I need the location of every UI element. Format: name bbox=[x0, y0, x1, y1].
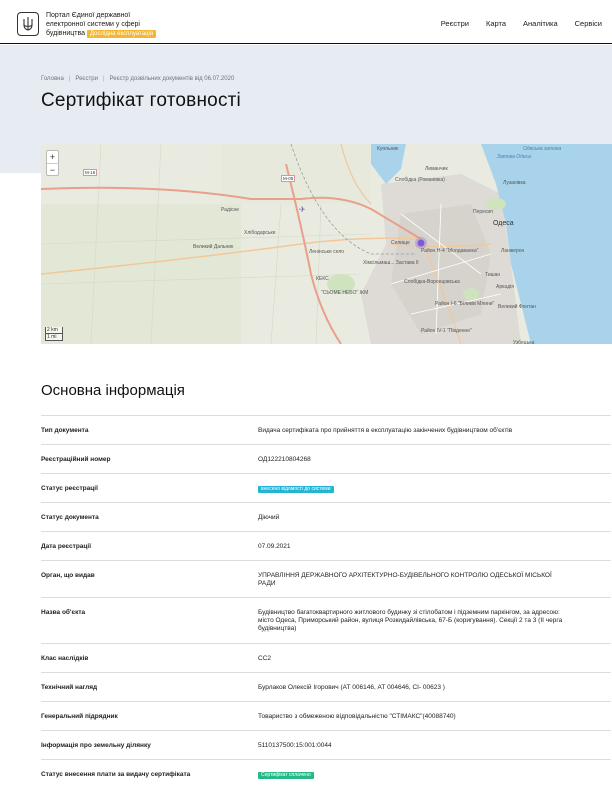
page-title: Сертифікат готовності bbox=[41, 90, 241, 111]
map-label: "СЬОМЕ НЕБО" ЖМ bbox=[321, 290, 369, 296]
payment-status-badge: Сертифікат сплачено bbox=[258, 772, 314, 779]
svg-text:✈: ✈ bbox=[299, 205, 306, 214]
section-title: Основна інформація bbox=[41, 382, 185, 399]
nav-services[interactable]: Сервіси bbox=[574, 19, 602, 28]
location-map[interactable] bbox=[41, 144, 612, 344]
map-label: КЕКС bbox=[316, 276, 329, 282]
row-label: Інформація про земельну ділянку bbox=[41, 742, 151, 749]
row-label: Назва об'єкта bbox=[41, 609, 86, 616]
info-row bbox=[41, 502, 611, 531]
map-label: Лиманчик bbox=[425, 166, 448, 172]
row-label: Технічний нагляд bbox=[41, 684, 98, 691]
row-value: Діючий bbox=[258, 514, 280, 521]
nav-analytics[interactable]: Аналітика bbox=[523, 19, 558, 28]
trident-logo-icon[interactable] bbox=[17, 12, 39, 36]
map-label: Лузанівка bbox=[503, 180, 526, 186]
scale-km: 2 km bbox=[45, 327, 63, 334]
brand-title[interactable] bbox=[46, 11, 176, 38]
info-row bbox=[41, 672, 611, 701]
nav-map[interactable]: Карта bbox=[485, 19, 507, 28]
map-label: Одеса bbox=[493, 220, 514, 227]
breadcrumb-registries[interactable]: Реєстри bbox=[75, 76, 98, 82]
row-value: 5110137500:15:001:0044 bbox=[258, 742, 332, 749]
status-badge: внесено відомості до системи bbox=[258, 486, 334, 493]
info-row bbox=[41, 560, 611, 597]
row-value: УПРАВЛІННЯ ДЕРЖАВНОГО АРХІТЕКТУРНО-БУДІВЕЛЬНОГО КОНТРОЛЮ ОДЕСЬКОЇ МІСЬКОЇ РАДИ bbox=[258, 572, 552, 587]
row-label: Тип документа bbox=[41, 427, 89, 434]
row-value: Будівництво багатоквартирного житлового будинку зі стілобатом і підземним паркінгом, за адресою: місто Одеса, Приморський район, вулиця Розкидайлівська, 67-Б (коригування). Секції 2 та 3 (ІІ черга будівництва) bbox=[258, 609, 563, 632]
map-label: Одеська затока bbox=[523, 146, 562, 152]
map-scale bbox=[45, 327, 63, 341]
map-label: Слобідка (Романівка) bbox=[395, 177, 445, 183]
row-label: Реєстраційний номер bbox=[41, 456, 111, 463]
row-label: Орган, що видав bbox=[41, 572, 95, 579]
info-row bbox=[41, 759, 611, 788]
map-label: Великий Фонтан bbox=[498, 304, 536, 310]
breadcrumb-current[interactable]: Реєстр дозвільних документів від 06.07.2020 bbox=[109, 76, 235, 82]
breadcrumb-separator: | bbox=[68, 76, 71, 82]
nav-registries[interactable]: Реєстри bbox=[440, 19, 469, 28]
scale-mi: 1 mi bbox=[45, 334, 63, 341]
row-label: Дата реєстрації bbox=[41, 543, 92, 550]
zoom-control bbox=[46, 150, 59, 176]
map-label: Тишан bbox=[485, 272, 501, 278]
map-label: Слобідка-Воронцовська bbox=[404, 279, 460, 285]
info-row bbox=[41, 730, 611, 759]
road-badge: M-05 bbox=[283, 176, 294, 181]
info-row bbox=[41, 444, 611, 473]
row-label: Клас наслідків bbox=[41, 655, 89, 662]
map-canvas bbox=[41, 144, 612, 344]
breadcrumb-home[interactable]: Головна bbox=[41, 76, 64, 82]
map-label: Великий Дальник bbox=[193, 244, 234, 250]
map-label: Куяльник bbox=[377, 146, 399, 152]
zoom-in-button[interactable]: + bbox=[49, 152, 56, 162]
info-row bbox=[41, 531, 611, 560]
map-label: Затока Одеса bbox=[497, 154, 531, 160]
brand-line-1: Портал Єдиної державної bbox=[46, 12, 131, 19]
row-label: Статус реєстрації bbox=[41, 485, 98, 492]
map-label: Район І-6 "Біликів Млини" bbox=[435, 301, 495, 307]
info-row bbox=[41, 643, 611, 672]
map-label: Узбецька bbox=[513, 340, 535, 344]
map-label: Хімсільмаш... Застава ІІ bbox=[363, 260, 419, 266]
row-value: Товариство з обмеженою відповідальністю "СТІМАКС"(40088740) bbox=[258, 713, 456, 720]
row-label: Статус документа bbox=[41, 514, 99, 521]
main-nav bbox=[441, 19, 602, 28]
row-label: Статус внесення плати за видачу сертифіката bbox=[41, 771, 191, 778]
map-label: Пересип bbox=[473, 209, 493, 215]
map-label: Аркадія bbox=[496, 284, 514, 290]
map-label: Селище bbox=[391, 240, 410, 246]
brand-line-2: електронної системи у сфері bbox=[46, 21, 140, 28]
brand-line-3: будівництва bbox=[46, 30, 86, 37]
map-label: Район Н-4 "Молдаванка" bbox=[421, 248, 479, 254]
info-row bbox=[41, 473, 611, 502]
info-row bbox=[41, 597, 611, 643]
row-value: СС2 bbox=[258, 655, 272, 662]
row-value bbox=[258, 474, 611, 493]
map-label: Радісне bbox=[221, 207, 240, 213]
map-label: Район IV-1 "Південне" bbox=[421, 328, 472, 334]
row-value: Бурлаков Олексій Ігорович (АТ 006146, АТ 004646, СІ- 00623 ) bbox=[258, 684, 445, 691]
road-badge: M-16 bbox=[85, 170, 96, 175]
info-table bbox=[41, 415, 611, 788]
row-label: Генеральний підрядник bbox=[41, 713, 118, 720]
info-row bbox=[41, 701, 611, 730]
info-row bbox=[41, 415, 611, 444]
breadcrumb bbox=[41, 76, 234, 82]
site-header bbox=[0, 0, 612, 44]
row-value: 07.09.2021 bbox=[258, 543, 291, 550]
row-value bbox=[258, 760, 611, 779]
row-value: Видача сертифіката про прийняття в експлуатацію закінчених будівництвом об'єктів bbox=[258, 427, 513, 434]
zoom-out-button[interactable]: − bbox=[47, 163, 58, 175]
beta-badge: Дослідна експлуатація bbox=[87, 30, 156, 38]
row-value: ОД122210804268 bbox=[258, 456, 311, 463]
breadcrumb-separator: | bbox=[102, 76, 105, 82]
map-label: Хлібодарське bbox=[244, 230, 276, 236]
map-label: Ленінське село bbox=[309, 249, 345, 255]
map-label: Ланжерон bbox=[501, 248, 525, 254]
